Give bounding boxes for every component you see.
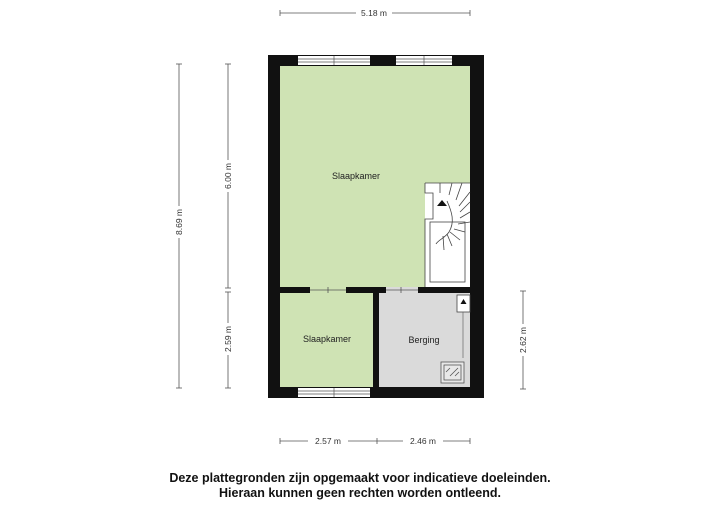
dim-top-width: 5.18 m [361, 8, 387, 18]
dim-left-total: 8.69 m [174, 209, 184, 235]
window-top-left [298, 56, 370, 65]
dim-left-lower: 2.59 m [223, 326, 233, 352]
dim-right-lower: 2.62 m [518, 327, 528, 353]
dim-bottom-left: 2.57 m [315, 436, 341, 446]
washing-machine-icon [441, 362, 464, 383]
door-slaapkamer-small [310, 287, 346, 293]
label-slaapkamer-small: Slaapkamer [302, 334, 352, 344]
disclaimer-line-1: Deze plattegronden zijn opgemaakt voor indicatieve doeleinden. [169, 471, 551, 485]
door-berging [386, 287, 418, 293]
label-berging: Berging [408, 335, 440, 345]
window-bottom [298, 388, 370, 397]
label-slaapkamer-large: Slaapkamer [331, 171, 381, 181]
dim-bottom-right: 2.46 m [410, 436, 436, 446]
dim-left-upper: 6.00 m [223, 163, 233, 189]
disclaimer-line-2: Hieraan kunnen geen rechten worden ontleend. [219, 486, 501, 500]
window-top-right [396, 56, 452, 65]
